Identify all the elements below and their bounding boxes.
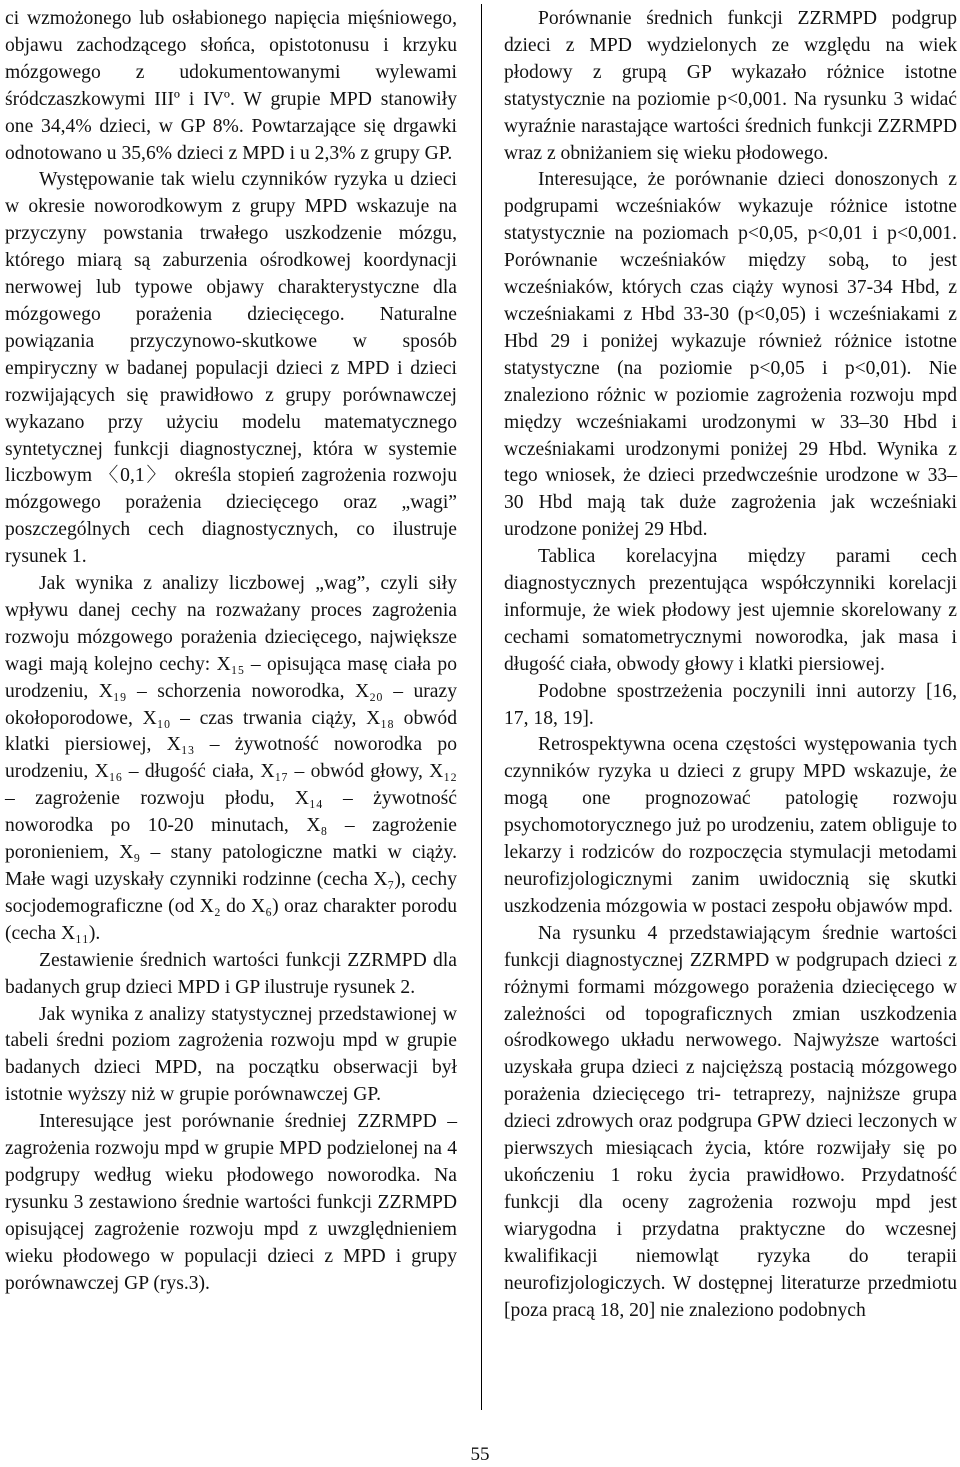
paragraph: Interesujące, że porównanie dzieci donoszonych z podgrupami wcześniaków wykazuje różnice istotne statystycznie na poziomach p<0,05, p<0,01 i p<0,001. Porównanie wcześniaków między sobą, to jest wcześniaków, których czas ciąży wynosi 37-34 Hbd, z wcześniakami z Hbd 33-30 (p<0,05) i wcześniakami z Hbd 29 i poniżej wykazuje również różnice istotne statystyczne (na poziomie p<0,05 i p<0,01). Nie znaleziono różnic w poziomie zagrożenia rozwoju mpd między wcześniakami urodzonymi w 33–30 Hbd i wcześniakami urodzonymi poniżej 29 Hbd. Wynika z tego wniosek, że dzieci przedwcześnie urodzone w 33–30 Hbd mają tak duże zagrożenia jak wcześniaki urodzone poniżej 29 Hbd. <box>504 169 957 541</box>
paragraph: Tablica korelacyjna między parami cech diagnostycznych prezentująca współczynniki korelacji informuje, że wiek płodowy jest ujemnie skorelowany z cechami somatometrycznymi noworodka, jak masa i długość ciała, obwody głowy i klatki piersiowej. <box>504 546 957 675</box>
column-divider <box>481 4 482 1410</box>
page-number: 55 <box>470 1444 490 1465</box>
paragraph: Występowanie tak wielu czynników ryzyka u dzieci w okresie noworodkowym z grupy MPD wskazuje na przyczyny powstania trwałego uszkodzenie mózgu, którego miarą są zaburzenia ośrodkowej koordynacji nerwowej lub typowe objawy charakterystyczne dla mózgowego porażenia dziecięcego. Naturalne powiązania przyczynowo-skutkowe w sposób empiryczny w badanej populacji dzieci z MPD i dzieci rozwijających się prawidłowo z grupy porównawczej wykazano przy użyciu modelu matematycznego syntetycznej funkcji diagnostycznej, która w systemie liczbowym 〈0,1〉 określa stopień zagrożenia rozwoju mózgowego porażenia dziecięcego oraz „wagi” poszczególnych cech diagnostycznych, co ilustruje rysunek 1. <box>5 169 457 568</box>
paragraph: Jak wynika z analizy liczbowej „wag”, czyli siły wpływu danej cechy na rozważany proces zagrożenia rozwoju mózgowego porażenia dziecięcego, największe wagi mają kolejno cechy: X₁₅ – opisująca masę ciała po urodzeniu, X₁₉ – schorzenia noworodka, X₂₀ – urazy okołoporodowe, X₁₀ – czas trwania ciąży, X₁₈ obwód klatki piersiowej, X₁₃ – żywotność noworodka po urodzeniu, X₁₆ – długość ciała, X₁₇ – obwód głowy, X₁₂ – zagrożenie rozwoju płodu, X₁₄ – żywotność noworodka po 10-20 minutach, X₈ – zagrożenie poronieniem, X₉ – stany patologiczne matki w ciąży. Małe wagi uzyskały czynniki rodzinne (cecha X₇), cechy socjodemograficzne (od X₂ do X₆) oraz charakter porodu (cecha X₁₁). <box>5 573 457 944</box>
paragraph: Na rysunku 4 przedstawiającym średnie wartości funkcji diagnostycznej ZZRMPD w podgrupach dzieci z różnymi formami mózgowego porażenia dziecięcego w zależności od topograficznych zmian uszkodzenia ośrodkowego układu nerwowego. Najwyższe wartości uzyskała grupa dzieci z najcięższą postacią mózgowego porażenia dziecięcego tri- tetraprezy, najniższe grupa dzieci zdrowych oraz podgrupa GPW dzieci leczonych w pierwszych miesiącach życia, które rozwijały się po ukończeniu 1 roku życia prawidłowo. Przydatność funkcji dla oceny zagrożenia rozwoju mpd jest wiarygodna i przydatna praktyczne do wczesnej kwalifikacji niemowląt ryzyka do terapii neurofizjologiczych. W dostępnej literaturze przedmiotu [poza pracą 18, 20] nie znaleziono podobnych <box>504 922 957 1321</box>
paragraph: Retrospektywna ocena częstości występowania tych czynników ryzyka u dzieci z grupy MPD wskazuje, że mogą one prognozować patologię rozwoju psychomotorycznego już po urodzeniu, zatem obliguje to lekarzy i rodziców do rozpoczęcia stymulacji metodami neurofizjologicznymi zanim uwidocznią się skutki uszkodzenia mózgowia w postaci zespołu objawów mpd. <box>504 734 957 917</box>
paragraph: Podobne spostrzeżenia poczynili inni autorzy [16, 17, 18, 19]. <box>504 680 957 729</box>
paragraph: Jak wynika z analizy statystycznej przedstawionej w tabeli średni poziom zagrożenia rozwoju mpd w grupie badanych dzieci MPD, na początku obserwacji był istotnie wyższy niż w grupie porównawczej GP. <box>5 1003 457 1106</box>
paragraph: Porównanie średnich funkcji ZZRMPD podgrup dzieci z MPD wydzielonych ze względu na wiek płodowy z grupą GP wykazało różnice istotne statystycznie na poziomie p<0,001. Na rysunku 3 widać wyraźnie narastające wartości średnich funkcji ZZRMPD wraz z obniżaniem się wieku płodowego. <box>504 8 957 164</box>
paragraph: Interesujące jest porównanie średniej ZZRMPD – zagrożenia rozwoju mpd w grupie MPD podzielonej na 4 podgrupy według wieku płodowego noworodka. Na rysunku 3 zestawiono średnie wartości funkcji ZZRMPD opisującej zagrożenie rozwoju mpd z uwzględnieniem wieku płodowego w populacji dzieci z MPD i grupy porównawczej GP (rys.3). <box>5 1111 457 1294</box>
paragraph: ci wzmożonego lub osłabionego napięcia mięśniowego, objawu zachodzącego słońca, opistotonusu i krzyku mózgowego z udokumentowanymi wylewami śródczaszkowymi IIIº i IVº. W grupie MPD stanowiły one 34,4% dzieci, w GP 8%. Powtarzające się drgawki odnotowano u 35,6% dzieci z MPD i u 2,3% z grupy GP. <box>5 8 457 164</box>
paragraph: Zestawienie średnich wartości funkcji ZZRMPD dla badanych grup dzieci MPD i GP ilustruje rysunek 2. <box>5 949 457 998</box>
right-column <box>504 6 957 1324</box>
left-column <box>5 6 457 1298</box>
